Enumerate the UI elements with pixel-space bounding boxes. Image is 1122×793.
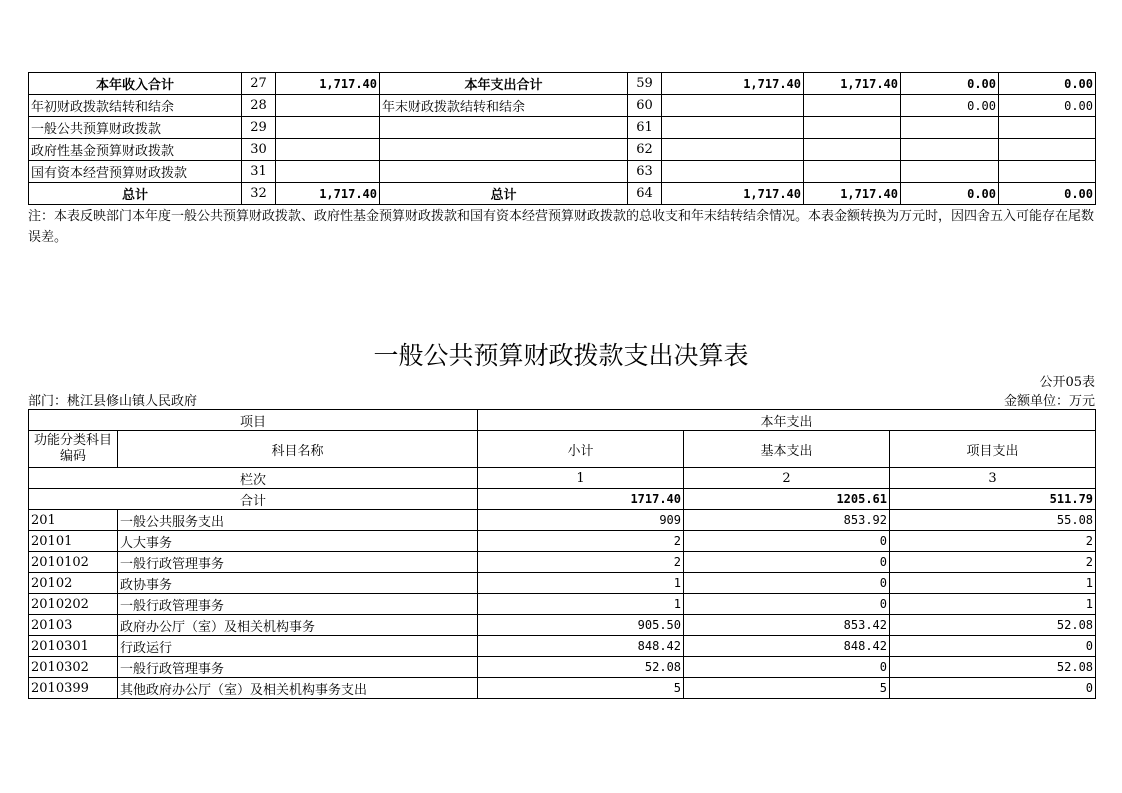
expense-fund-budget-amount: [901, 139, 999, 161]
subtotal-value: 52.08: [478, 657, 684, 678]
summary-row: [29, 117, 1096, 139]
expense-fund-budget-amount: 0.00: [901, 73, 999, 95]
table-row: [29, 594, 1096, 615]
project-expense-value: 2: [890, 531, 1096, 552]
expense-item-label: 总计: [380, 183, 628, 205]
income-item-label: 国有资本经营预算财政拨款: [29, 161, 242, 183]
subject-code: 2010102: [29, 552, 118, 573]
income-item-label: 一般公共预算财政拨款: [29, 117, 242, 139]
subtotal-value: 1: [478, 573, 684, 594]
project-expense-value: 52.08: [890, 615, 1096, 636]
total-basic: 1205.61: [684, 489, 890, 510]
expense-total-amount: 1,717.40: [662, 73, 804, 95]
basic-expense-value: 0: [684, 531, 890, 552]
basic-expense-value: 0: [684, 573, 890, 594]
subject-code: 2010202: [29, 594, 118, 615]
subject-code: 2010301: [29, 636, 118, 657]
basic-expense-value: 0: [684, 657, 890, 678]
expense-fund-budget-amount: 0.00: [901, 183, 999, 205]
table-row: [29, 678, 1096, 699]
expense-item-label: [380, 161, 628, 183]
header-col3: 3: [890, 468, 1096, 489]
subtotal-value: 905.50: [478, 615, 684, 636]
basic-expense-value: 0: [684, 552, 890, 573]
expense-line-number: 61: [628, 117, 662, 139]
header-item: 项目: [29, 410, 478, 431]
table-row: [29, 510, 1096, 531]
summary-row: [29, 95, 1096, 117]
project-expense-value: 1: [890, 594, 1096, 615]
department-label: 部门：桃江县修山镇人民政府: [28, 394, 198, 409]
header-basic: 基本支出: [684, 431, 890, 468]
subject-name: 一般行政管理事务: [118, 657, 478, 678]
subject-name: 行政运行: [118, 636, 478, 657]
summary-row: [29, 161, 1096, 183]
income-amount: 1,717.40: [276, 73, 380, 95]
amount-unit-label: 金额单位：万元: [1003, 394, 1095, 409]
subject-code: 201: [29, 510, 118, 531]
expense-line-number: 62: [628, 139, 662, 161]
income-amount: [276, 161, 380, 183]
subtotal-value: 1: [478, 594, 684, 615]
expense-line-number: 63: [628, 161, 662, 183]
expense-fund-budget-amount: 0.00: [901, 95, 999, 117]
subtotal-value: 2: [478, 552, 684, 573]
expense-general-budget-amount: 1,717.40: [804, 73, 901, 95]
income-item-label: 政府性基金预算财政拨款: [29, 139, 242, 161]
page-title: 一般公共预算财政拨款支出决算表: [373, 341, 749, 370]
subject-name: 政协事务: [118, 573, 478, 594]
table-row: [29, 657, 1096, 678]
basic-expense-value: 848.42: [684, 636, 890, 657]
expense-general-budget-amount: [804, 139, 901, 161]
expense-general-budget-amount: 1,717.40: [804, 183, 901, 205]
expense-general-budget-amount: [804, 161, 901, 183]
subtotal-value: 2: [478, 531, 684, 552]
header-name: 科目名称: [118, 431, 478, 468]
subject-name: 人大事务: [118, 531, 478, 552]
table-row: [29, 573, 1096, 594]
income-line-number: 28: [242, 95, 276, 117]
header-subtotal: 小计: [478, 431, 684, 468]
total-subtotal: 1717.40: [478, 489, 684, 510]
project-expense-value: 1: [890, 573, 1096, 594]
table-note: 注：本表反映部门本年度一般公共预算财政拨款、政府性基金预算财政拨款和国有资本经营预算财政拨款的总收支和年末结转结余情况。本表金额转换为万元时，因四舍五入可能存在尾数误差。: [28, 209, 1095, 245]
table-row: [29, 552, 1096, 573]
expense-line-number: 59: [628, 73, 662, 95]
expense-capital-budget-amount: 0.00: [999, 183, 1096, 205]
header-project: 项目支出: [890, 431, 1096, 468]
income-line-number: 27: [242, 73, 276, 95]
expense-line-number: 64: [628, 183, 662, 205]
expense-capital-budget-amount: [999, 117, 1096, 139]
income-item-label: 总计: [29, 183, 242, 205]
subject-code: 20101: [29, 531, 118, 552]
expense-general-budget-amount: [804, 95, 901, 117]
header-code: 功能分类科目编码: [29, 431, 118, 468]
subject-name: 一般行政管理事务: [118, 594, 478, 615]
expense-capital-budget-amount: [999, 139, 1096, 161]
expense-total-amount: [662, 95, 804, 117]
basic-expense-value: 853.42: [684, 615, 890, 636]
income-item-label: 本年收入合计: [29, 73, 242, 95]
income-line-number: 30: [242, 139, 276, 161]
header-col1: 1: [478, 468, 684, 489]
subtotal-value: 909: [478, 510, 684, 531]
table-row: [29, 615, 1096, 636]
subject-name: 一般行政管理事务: [118, 552, 478, 573]
expense-capital-budget-amount: 0.00: [999, 73, 1096, 95]
header-col2: 2: [684, 468, 890, 489]
expense-item-label: 本年支出合计: [380, 73, 628, 95]
expenditure-table: [28, 409, 1096, 699]
expense-total-amount: [662, 161, 804, 183]
income-line-number: 29: [242, 117, 276, 139]
income-item-label: 年初财政拨款结转和结余: [29, 95, 242, 117]
header-current-year: 本年支出: [478, 410, 1096, 431]
subject-name: 一般公共服务支出: [118, 510, 478, 531]
form-code: 公开05表: [1039, 375, 1095, 390]
expense-total-amount: [662, 139, 804, 161]
expense-total-amount: 1,717.40: [662, 183, 804, 205]
project-expense-value: 2: [890, 552, 1096, 573]
basic-expense-value: 0: [684, 594, 890, 615]
subject-code: 2010302: [29, 657, 118, 678]
expense-capital-budget-amount: [999, 161, 1096, 183]
table-row: [29, 636, 1096, 657]
total-label: 合计: [29, 489, 478, 510]
subject-name: 政府办公厅（室）及相关机构事务: [118, 615, 478, 636]
summary-row: [29, 139, 1096, 161]
project-expense-value: 55.08: [890, 510, 1096, 531]
subject-code: 20103: [29, 615, 118, 636]
table-row: [29, 531, 1096, 552]
header-col-index: 栏次: [29, 468, 478, 489]
project-expense-value: 0: [890, 678, 1096, 699]
subtotal-value: 848.42: [478, 636, 684, 657]
income-amount: 1,717.40: [276, 183, 380, 205]
income-amount: [276, 95, 380, 117]
total-project: 511.79: [890, 489, 1096, 510]
expense-line-number: 60: [628, 95, 662, 117]
subject-code: 20102: [29, 573, 118, 594]
summary-row: [29, 183, 1096, 205]
basic-expense-value: 5: [684, 678, 890, 699]
subject-name: 其他政府办公厅（室）及相关机构事务支出: [118, 678, 478, 699]
expense-fund-budget-amount: [901, 117, 999, 139]
subject-code: 2010399: [29, 678, 118, 699]
expense-capital-budget-amount: 0.00: [999, 95, 1096, 117]
expense-fund-budget-amount: [901, 161, 999, 183]
project-expense-value: 52.08: [890, 657, 1096, 678]
income-line-number: 31: [242, 161, 276, 183]
expense-item-label: [380, 139, 628, 161]
income-expense-summary-table: [28, 72, 1096, 205]
summary-row: [29, 73, 1096, 95]
expense-general-budget-amount: [804, 117, 901, 139]
income-amount: [276, 139, 380, 161]
subtotal-value: 5: [478, 678, 684, 699]
expense-item-label: [380, 117, 628, 139]
income-amount: [276, 117, 380, 139]
expense-total-amount: [662, 117, 804, 139]
expense-item-label: 年末财政拨款结转和结余: [380, 95, 628, 117]
income-line-number: 32: [242, 183, 276, 205]
basic-expense-value: 853.92: [684, 510, 890, 531]
project-expense-value: 0: [890, 636, 1096, 657]
total-row: [29, 489, 1096, 510]
